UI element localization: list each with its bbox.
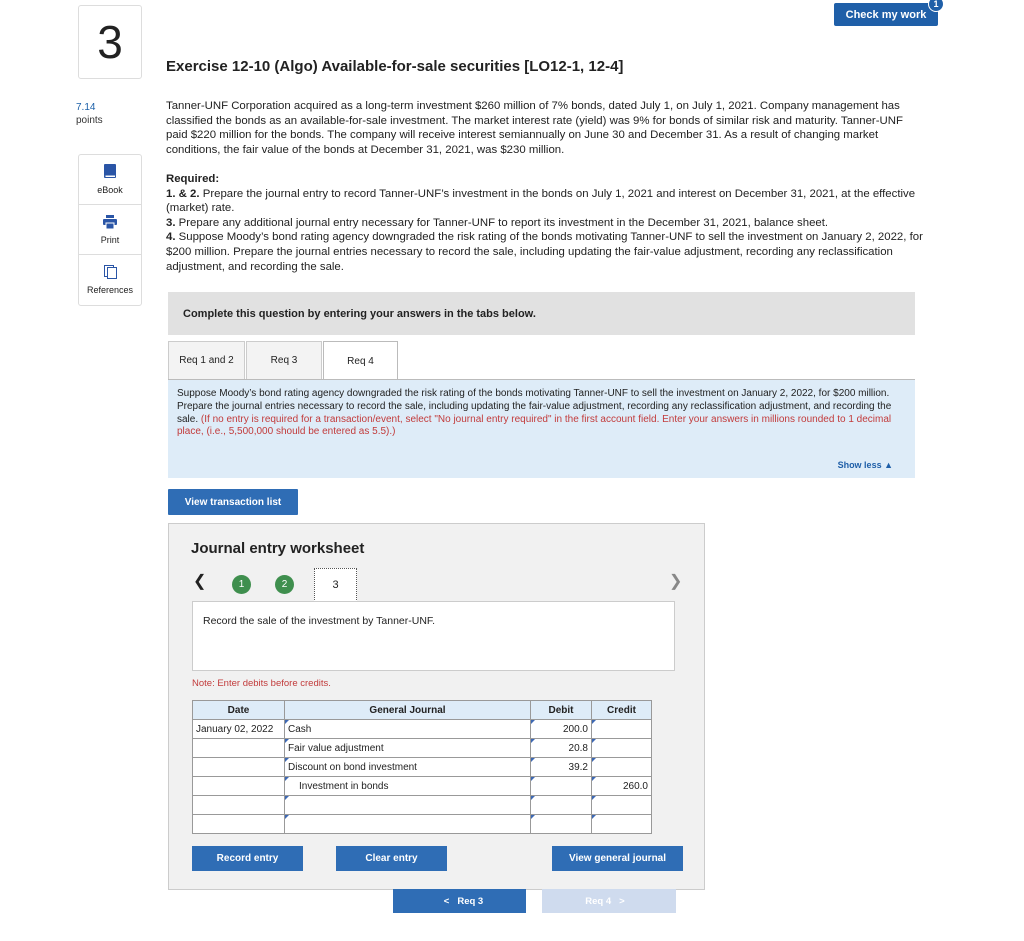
tool-print-label: Print: [100, 234, 120, 245]
account-field[interactable]: Investment in bonds: [285, 777, 531, 796]
req3-text: Prepare any additional journal entry necessary for Tanner-UNF to report its investment in the December 31, 2021, balance sheet.: [175, 216, 829, 229]
tool-references[interactable]: [79, 255, 141, 305]
journal-row: [193, 815, 652, 834]
header-date: Date: [193, 701, 285, 720]
journal-header-row: [193, 701, 652, 720]
worksheet-note: Note: Enter debits before credits.: [192, 678, 331, 689]
header-debit: Debit: [531, 701, 592, 720]
points-display: [76, 101, 103, 127]
req1-number: 1. & 2.: [166, 187, 200, 200]
chevron-left-icon: <: [443, 895, 450, 907]
exercise-intro: Tanner-UNF Corporation acquired as a long-term investment $260 million of 7% bonds, dated July 1, on July 1, 2021. Company management has classified the bonds as an available-for-sale investment. The market interest rate (yield) was 9% for bonds of similar risk and maturity. Tanner-UNF paid $220 million for the bonds. The company will receive interest semiannually on June 30 and December 31. As a result of changing market conditions, the fair value of the bonds at December 31, 2021, was $230 million.: [166, 100, 903, 156]
journal-row: [193, 758, 652, 777]
date-cell[interactable]: [193, 777, 285, 796]
tool-print[interactable]: [79, 205, 141, 255]
step-2[interactable]: 2: [275, 575, 294, 594]
debit-field[interactable]: [531, 815, 592, 834]
account-field[interactable]: [285, 815, 531, 834]
account-field[interactable]: Cash: [285, 720, 531, 739]
date-cell[interactable]: [193, 815, 285, 834]
exercise-title: Exercise 12-10 (Algo) Available-for-sale securities [LO12-1, 12-4]: [166, 58, 624, 75]
record-entry-button[interactable]: Record entry: [192, 846, 303, 871]
req3-number: 3.: [166, 216, 176, 229]
date-cell[interactable]: [193, 796, 285, 815]
debit-field[interactable]: [531, 796, 592, 815]
instructions-note: (If no entry is required for a transaction/event, select "No journal entry required" in the first account field. Enter your answers in millions rounded to 1 decimal place, (i.e., 5,500,000 should be entered as 5.5).): [177, 413, 892, 438]
references-icon: [104, 265, 117, 281]
tab-req-1-and-2[interactable]: Req 1 and 2: [168, 341, 245, 379]
req4-text: Suppose Moody’s bond rating agency downgraded the risk rating of the bonds motivating Tanner-UNF to sell the investment on January 2, 2022, for $200 million. Prepare the journal entries necessary to record the sale, including updating the fair-value adjustment, recording any reclassification adjustment, and recording the sale.: [166, 231, 923, 273]
show-less-link[interactable]: Show less ▲: [837, 460, 893, 471]
credit-field[interactable]: [592, 815, 652, 834]
chevron-right-icon[interactable]: ❯: [669, 573, 683, 590]
journal-row: [193, 777, 652, 796]
journal-row: [193, 739, 652, 758]
header-credit: Credit: [592, 701, 652, 720]
chevron-right-icon: >: [619, 895, 625, 907]
account-field[interactable]: [285, 796, 531, 815]
journal-row: [193, 796, 652, 815]
worksheet-description: Record the sale of the investment by Tanner-UNF.: [192, 601, 675, 671]
credit-field[interactable]: [592, 720, 652, 739]
tabs: [168, 341, 399, 380]
complete-instructions: Complete this question by entering your answers in the tabs below.: [168, 292, 915, 335]
debit-field[interactable]: 39.2: [531, 758, 592, 777]
tool-ebook-label: eBook: [97, 185, 123, 195]
date-cell[interactable]: January 02, 2022: [193, 720, 285, 739]
required-section: [166, 172, 924, 274]
req-instructions: [168, 380, 915, 478]
tab-req-3[interactable]: Req 3: [246, 341, 322, 379]
view-transaction-list-button[interactable]: View transaction list: [168, 489, 298, 515]
next-req-label: Req 4: [585, 895, 612, 907]
credit-field[interactable]: [592, 758, 652, 777]
tool-references-label: References: [86, 285, 134, 295]
view-general-journal-button[interactable]: View general journal: [552, 846, 683, 871]
points-label: points: [76, 115, 103, 126]
next-req-button[interactable]: [542, 889, 676, 913]
journal-worksheet: [168, 523, 705, 890]
journal-row: [193, 720, 652, 739]
credit-field[interactable]: [592, 796, 652, 815]
check-badge: 1: [928, 0, 944, 12]
debit-field[interactable]: [531, 777, 592, 796]
question-number: 3: [78, 5, 142, 79]
check-my-work-button[interactable]: Check my work: [834, 3, 938, 26]
date-cell[interactable]: [193, 758, 285, 777]
date-cell[interactable]: [193, 739, 285, 758]
tab-req-4[interactable]: Req 4: [323, 341, 398, 381]
credit-field[interactable]: [592, 739, 652, 758]
required-label: Required:: [166, 173, 220, 185]
prev-req-button[interactable]: [393, 889, 526, 913]
journal-table: [192, 700, 652, 834]
points-value: 7.14: [76, 102, 96, 113]
debit-field[interactable]: 200.0: [531, 720, 592, 739]
header-general-journal: General Journal: [285, 701, 531, 720]
req4-number: 4.: [166, 231, 176, 244]
side-tools: [78, 154, 142, 306]
req1-text: Prepare the journal entry to record Tanner-UNF’s investment in the bonds on July 1, 2021 and interest on December 31, 2021, at the effective (market) rate.: [166, 187, 916, 215]
account-field[interactable]: Fair value adjustment: [285, 739, 531, 758]
account-field[interactable]: Discount on bond investment: [285, 758, 531, 777]
step-1[interactable]: 1: [232, 575, 251, 594]
instructions-text: Suppose Moody’s bond rating agency downgraded the risk rating of the bonds motivating Tanner-UNF to sell the investment on January 2, 2022, for $200 million. Prepare the journal entries necessary to record the sale, including updating the fair-value adjustment, recording any reclassification adjustment, and recording the sale.: [177, 388, 892, 425]
worksheet-title: Journal entry worksheet: [191, 540, 365, 557]
credit-field[interactable]: 260.0: [592, 777, 652, 796]
step-3-current[interactable]: 3: [314, 568, 357, 602]
prev-req-label: Req 3: [457, 895, 484, 907]
clear-entry-button[interactable]: Clear entry: [336, 846, 447, 871]
printer-icon: [103, 215, 117, 231]
book-icon: [103, 164, 117, 181]
debit-field[interactable]: 20.8: [531, 739, 592, 758]
tool-ebook[interactable]: [79, 155, 141, 205]
chevron-left-icon[interactable]: ❮: [193, 573, 207, 590]
